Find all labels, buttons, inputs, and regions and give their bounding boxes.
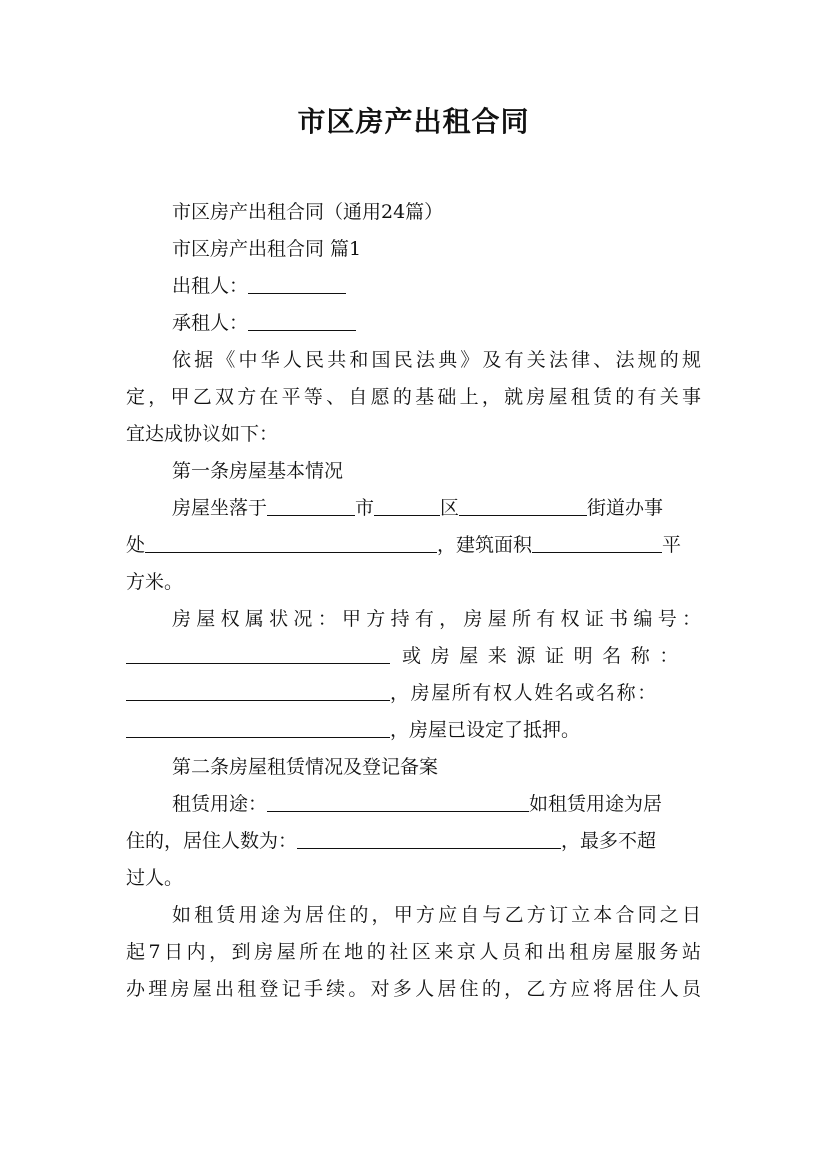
area-ping: 平 xyxy=(662,534,682,556)
owner-label: ，房屋所有权人姓名或名称： xyxy=(390,682,658,704)
office-blank[interactable] xyxy=(145,532,437,553)
article-1-title: 第一条房屋基本情况 xyxy=(172,460,344,482)
owner-blank[interactable] xyxy=(126,717,390,738)
lessor-line xyxy=(126,268,701,305)
office-label: 处 xyxy=(126,534,146,556)
article-2-title: 第二条房屋租赁情况及登记备案 xyxy=(172,756,439,778)
lessee-blank[interactable] xyxy=(248,310,356,331)
city-label: 市 xyxy=(355,497,375,519)
source-label: 或房屋来源证明名称： xyxy=(402,645,689,667)
residents-prefix: 住的，居住人数为： xyxy=(126,830,298,852)
document-body xyxy=(126,194,701,1008)
location-line-1 xyxy=(126,490,701,527)
use-label: 租赁用途： xyxy=(172,793,268,815)
location-prefix: 房屋坐落于 xyxy=(172,497,268,519)
residents-line xyxy=(126,823,701,860)
ownership-line-3 xyxy=(126,675,701,712)
ownership-line-1: 房屋权属状况：甲方持有，房屋所有权证书编号： xyxy=(172,608,701,630)
lessee-line xyxy=(126,305,701,342)
use-line xyxy=(126,786,701,823)
ownership-line-2 xyxy=(126,638,701,675)
district-label: 区 xyxy=(440,497,460,519)
registration-line-2: 起7日内，到房屋所在地的社区来京人员和出租房屋服务站 xyxy=(126,941,701,963)
intro-line-1: 依据《中华人民共和国民法典》及有关法律、法规的规 xyxy=(172,349,701,371)
ownership-line-4 xyxy=(126,712,701,749)
intro-line-2: 定，甲乙双方在平等、自愿的基础上，就房屋租赁的有关事 xyxy=(126,386,701,408)
lessor-blank[interactable] xyxy=(248,273,346,294)
section-heading: 市区房产出租合同 篇1 xyxy=(172,238,362,260)
lessee-label: 承租人： xyxy=(172,312,249,334)
street-label: 街道办事 xyxy=(587,497,664,519)
certificate-blank[interactable] xyxy=(126,643,390,664)
location-line-2 xyxy=(126,527,701,564)
intro-line-3: 宜达成协议如下： xyxy=(126,423,279,445)
residents-blank[interactable] xyxy=(297,828,561,849)
document-subtitle: 市区房产出租合同（通用24篇） xyxy=(172,201,444,223)
use-blank[interactable] xyxy=(267,791,529,812)
mortgage-label: ，房屋已设定了抵押。 xyxy=(390,719,581,741)
use-residential: 如租赁用途为居 xyxy=(529,793,663,815)
residents-suffix-line: 过人。 xyxy=(126,867,184,889)
city-blank[interactable] xyxy=(267,495,355,516)
location-line-3: 方米。 xyxy=(126,571,184,593)
source-blank[interactable] xyxy=(126,680,390,701)
registration-line-1: 如租赁用途为居住的，甲方应自与乙方订立本合同之日 xyxy=(172,904,701,926)
document-title: 市区房产出租合同 xyxy=(297,105,530,138)
street-blank[interactable] xyxy=(459,495,587,516)
registration-line-3: 办理房屋出租登记手续。对多人居住的，乙方应将居住人员 xyxy=(126,978,701,1000)
lessor-label: 出租人： xyxy=(172,275,249,297)
residents-max: ，最多不超 xyxy=(561,830,657,852)
district-blank[interactable] xyxy=(374,495,440,516)
area-label: ，建筑面积 xyxy=(437,534,533,556)
area-blank[interactable] xyxy=(532,532,662,553)
